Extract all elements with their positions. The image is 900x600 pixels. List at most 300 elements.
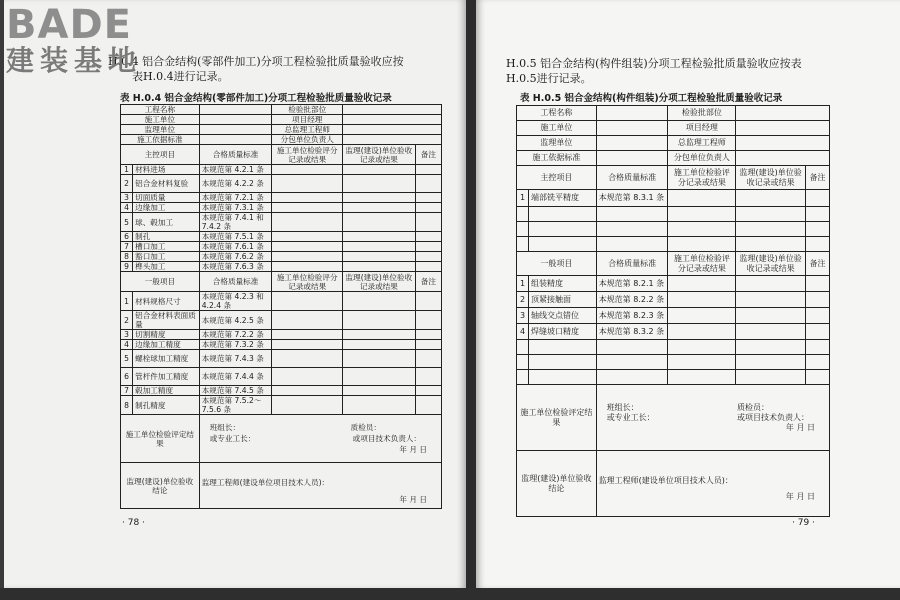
supervisor-result-cell[interactable] bbox=[343, 193, 416, 203]
team-leader-label: 班组长： bbox=[606, 402, 639, 412]
contractor-result-cell[interactable] bbox=[668, 207, 736, 222]
table-row bbox=[517, 190, 830, 207]
blank-number bbox=[517, 237, 529, 252]
supervisor-result-cell[interactable] bbox=[736, 340, 806, 355]
row-number: 8 bbox=[121, 396, 133, 415]
row-number: 6 bbox=[121, 232, 133, 242]
row-standard: 本规范第 7.3.1 条 bbox=[199, 203, 272, 213]
blank-item bbox=[528, 207, 596, 222]
logo-text: BADE bbox=[6, 2, 132, 48]
row-standard: 本规范第 4.2.5 条 bbox=[199, 311, 272, 330]
table-row bbox=[121, 115, 442, 125]
row-number: 5 bbox=[121, 350, 133, 368]
row-item: 组装精度 bbox=[528, 276, 596, 292]
row-item: 螺栓球加工精度 bbox=[133, 350, 200, 368]
header-label: 施工单位 bbox=[517, 121, 597, 136]
row-standard: 本规范第 7.2.1 条 bbox=[199, 193, 272, 203]
supervisor-result-cell[interactable] bbox=[343, 386, 416, 396]
row-item: 边缘加工精度 bbox=[133, 340, 200, 350]
remark-cell[interactable] bbox=[806, 340, 830, 355]
row-number: 7 bbox=[121, 386, 133, 396]
blank-standard bbox=[596, 370, 668, 385]
supervisor-result-cell[interactable] bbox=[343, 213, 416, 232]
remark-cell[interactable] bbox=[415, 193, 441, 203]
table-row bbox=[517, 252, 830, 276]
remark-cell[interactable] bbox=[806, 237, 830, 252]
tech-lead-label: 或项目技术负责人： bbox=[737, 412, 809, 422]
row-item: 管杆件加工精度 bbox=[133, 368, 200, 386]
blank-number bbox=[517, 340, 529, 355]
table-row bbox=[517, 166, 830, 190]
row-standard: 本规范第 7.6.2 条 bbox=[199, 252, 272, 262]
remark-cell[interactable] bbox=[806, 292, 830, 308]
header-label: 监理单位 bbox=[121, 125, 200, 135]
team-leader-label: 班组长： bbox=[209, 423, 241, 432]
row-number: 1 bbox=[517, 276, 529, 292]
left-table-caption: 表 H.0.4 铝合金结构(零部件加工)分项工程检验批质量验收记录 bbox=[120, 93, 392, 104]
contractor-result-cell[interactable] bbox=[668, 190, 736, 207]
right-page-number: · 79 · bbox=[792, 518, 815, 528]
left-intro bbox=[108, 54, 458, 84]
table-row bbox=[517, 355, 830, 370]
remark-cell[interactable] bbox=[806, 276, 830, 292]
row-item: 铝合金材料表面质量 bbox=[133, 311, 200, 330]
row-standard: 本规范第 8.3.1 条 bbox=[596, 190, 668, 207]
table-row bbox=[517, 340, 830, 355]
header-label: 施工依据标准 bbox=[517, 151, 597, 166]
remark-cell[interactable] bbox=[415, 292, 441, 311]
blank-item bbox=[528, 355, 596, 370]
blank-item bbox=[528, 370, 596, 385]
column-header: 合格质量标准 bbox=[596, 252, 668, 276]
remark-cell[interactable] bbox=[415, 252, 441, 262]
supervisor-result-cell[interactable] bbox=[343, 311, 416, 330]
row-standard: 本规范第 7.3.2 条 bbox=[199, 340, 272, 350]
row-standard: 本规范第 7.6.3 条 bbox=[199, 262, 272, 272]
header-label: 分包单位负责人 bbox=[272, 135, 343, 145]
blank-standard bbox=[596, 340, 668, 355]
contractor-result-cell[interactable] bbox=[272, 350, 343, 368]
contractor-result-cell[interactable] bbox=[668, 340, 736, 355]
row-standard: 本规范第 7.6.1 条 bbox=[199, 242, 272, 252]
row-number: 8 bbox=[121, 252, 133, 262]
row-number: 3 bbox=[121, 330, 133, 340]
column-header: 备注 bbox=[806, 166, 830, 190]
remark-cell[interactable] bbox=[806, 324, 830, 340]
table-row bbox=[517, 324, 830, 340]
bade-logo bbox=[6, 4, 142, 76]
column-header: 主控项目 bbox=[121, 145, 200, 165]
table-row bbox=[121, 252, 442, 262]
remark-cell[interactable] bbox=[415, 368, 441, 386]
column-header: 合格质量标准 bbox=[199, 145, 272, 165]
header-label: 检验批部位 bbox=[272, 105, 343, 115]
table-row bbox=[517, 136, 830, 151]
row-standard: 本规范第 8.2.2 条 bbox=[596, 292, 668, 308]
table-row bbox=[121, 203, 442, 213]
sign-date-1: 年 月 日 bbox=[399, 445, 427, 454]
column-header: 合格质量标准 bbox=[596, 166, 668, 190]
contractor-result-cell[interactable] bbox=[272, 232, 343, 242]
table-row bbox=[517, 385, 830, 451]
table-row bbox=[121, 175, 442, 193]
contractor-result-cell[interactable] bbox=[668, 308, 736, 324]
row-item: 毂加工精度 bbox=[133, 386, 200, 396]
contractor-result-cell[interactable] bbox=[668, 237, 736, 252]
row-number: 2 bbox=[517, 292, 529, 308]
contractor-result-cell[interactable] bbox=[272, 242, 343, 252]
signature-label: 施工单位检验评定结果 bbox=[121, 415, 200, 463]
header-label: 总监理工程师 bbox=[272, 125, 343, 135]
table-row bbox=[121, 125, 442, 135]
table-row bbox=[517, 370, 830, 385]
header-value[interactable] bbox=[199, 135, 272, 145]
contractor-result-cell[interactable] bbox=[272, 386, 343, 396]
row-number: 6 bbox=[121, 368, 133, 386]
header-label: 工程名称 bbox=[121, 105, 200, 115]
contractor-result-cell[interactable] bbox=[272, 203, 343, 213]
table-row bbox=[517, 292, 830, 308]
sign-date-2: 年 月 日 bbox=[399, 494, 427, 504]
remark-cell[interactable] bbox=[415, 386, 441, 396]
header-value[interactable] bbox=[736, 151, 830, 166]
table-row bbox=[121, 292, 442, 311]
blank-number bbox=[517, 355, 529, 370]
column-header: 备注 bbox=[415, 145, 441, 165]
remark-cell[interactable] bbox=[415, 232, 441, 242]
supervisor-signature-area[interactable] bbox=[596, 451, 829, 517]
blank-item bbox=[528, 340, 596, 355]
left-record-table bbox=[120, 104, 442, 509]
contractor-result-cell[interactable] bbox=[272, 396, 343, 415]
contractor-result-cell[interactable] bbox=[668, 222, 736, 237]
supervisor-signature-area[interactable] bbox=[199, 463, 441, 509]
column-header: 施工单位检验评分记录或结果 bbox=[668, 166, 736, 190]
column-header: 一般项目 bbox=[517, 252, 597, 276]
right-intro-line2: H.0.5进行记录。 bbox=[506, 72, 592, 85]
remark-cell[interactable] bbox=[415, 165, 441, 175]
contractor-result-cell[interactable] bbox=[272, 292, 343, 311]
row-number: 4 bbox=[121, 203, 133, 213]
contractor-result-cell[interactable] bbox=[668, 324, 736, 340]
contractor-signature-area[interactable] bbox=[199, 415, 441, 463]
contractor-result-cell[interactable] bbox=[272, 330, 343, 340]
table-row bbox=[121, 350, 442, 368]
supervisor-result-cell[interactable] bbox=[736, 292, 806, 308]
row-standard: 本规范第 4.2.2 条 bbox=[199, 175, 272, 193]
row-standard: 本规范第 8.2.3 条 bbox=[596, 308, 668, 324]
supervisor-result-cell[interactable] bbox=[736, 207, 806, 222]
table-row bbox=[121, 415, 442, 463]
remark-cell[interactable] bbox=[806, 370, 830, 385]
supervisor-result-cell[interactable] bbox=[343, 262, 416, 272]
header-value[interactable] bbox=[199, 105, 272, 115]
header-label: 施工依据标准 bbox=[121, 135, 200, 145]
row-standard: 本规范第 7.5.2～7.5.6 条 bbox=[199, 396, 272, 415]
header-label: 分包单位负责人 bbox=[668, 151, 736, 166]
sign-date-2: 年 月 日 bbox=[785, 491, 815, 501]
remark-cell[interactable] bbox=[806, 190, 830, 207]
remark-cell[interactable] bbox=[415, 311, 441, 330]
row-number: 2 bbox=[121, 311, 133, 330]
blank-standard bbox=[596, 222, 668, 237]
row-item: 材料规格尺寸 bbox=[133, 292, 200, 311]
contractor-result-cell[interactable] bbox=[272, 175, 343, 193]
row-item: 材料进场 bbox=[133, 165, 200, 175]
row-standard: 本规范第 4.2.1 条 bbox=[199, 165, 272, 175]
column-header: 监理(建设)单位验收记录或结果 bbox=[736, 166, 806, 190]
column-header: 施工单位检验评分记录或结果 bbox=[272, 145, 343, 165]
supervisor-result-cell[interactable] bbox=[343, 232, 416, 242]
row-item: 铝合金材料复验 bbox=[133, 175, 200, 193]
header-value[interactable] bbox=[343, 105, 442, 115]
blank-item bbox=[528, 237, 596, 252]
supervisor-result-cell[interactable] bbox=[343, 203, 416, 213]
remark-cell[interactable] bbox=[806, 222, 830, 237]
row-item: 制孔 bbox=[133, 232, 200, 242]
header-label: 检验批部位 bbox=[668, 106, 736, 121]
supervisor-result-cell[interactable] bbox=[736, 355, 806, 370]
blank-number bbox=[517, 222, 529, 237]
row-item: 端部铣平精度 bbox=[528, 190, 596, 207]
header-label: 工程名称 bbox=[517, 106, 597, 121]
header-value[interactable] bbox=[199, 125, 272, 135]
table-row bbox=[121, 242, 442, 252]
contractor-result-cell[interactable] bbox=[668, 355, 736, 370]
supervisor-result-cell[interactable] bbox=[343, 165, 416, 175]
row-item: 切割精度 bbox=[133, 330, 200, 340]
book-gutter bbox=[466, 0, 476, 600]
row-standard: 本规范第 7.4.1 和 7.4.2 条 bbox=[199, 213, 272, 232]
remark-cell[interactable] bbox=[415, 242, 441, 252]
row-number: 9 bbox=[121, 262, 133, 272]
supervisor-result-cell[interactable] bbox=[343, 368, 416, 386]
header-value[interactable] bbox=[736, 121, 830, 136]
row-item: 榫头加工 bbox=[133, 262, 200, 272]
blank-standard bbox=[596, 237, 668, 252]
row-item: 边缘加工 bbox=[133, 203, 200, 213]
remark-cell[interactable] bbox=[415, 350, 441, 368]
header-label: 总监理工程师 bbox=[668, 136, 736, 151]
table-row bbox=[121, 213, 442, 232]
column-header: 备注 bbox=[806, 252, 830, 276]
blank-number bbox=[517, 370, 529, 385]
table-row bbox=[517, 151, 830, 166]
remark-cell[interactable] bbox=[415, 340, 441, 350]
table-row bbox=[121, 193, 442, 203]
header-value[interactable] bbox=[199, 115, 272, 125]
header-value[interactable] bbox=[596, 106, 668, 121]
signature-label: 监理(建设)单位验收结论 bbox=[517, 451, 597, 517]
contractor-result-cell[interactable] bbox=[272, 262, 343, 272]
header-label: 监理单位 bbox=[517, 136, 597, 151]
right-page bbox=[476, 0, 900, 588]
row-number: 2 bbox=[121, 175, 133, 193]
header-value[interactable] bbox=[736, 106, 830, 121]
contractor-result-cell[interactable] bbox=[272, 340, 343, 350]
engineer-label: 监理工程师(建设单位项目技术人员)： bbox=[201, 477, 330, 487]
supervisor-result-cell[interactable] bbox=[343, 175, 416, 193]
header-value[interactable] bbox=[343, 115, 442, 125]
row-item: 豁口加工 bbox=[133, 252, 200, 262]
signature-label: 施工单位检验评定结果 bbox=[517, 385, 597, 451]
remark-cell[interactable] bbox=[806, 207, 830, 222]
contractor-result-cell[interactable] bbox=[272, 311, 343, 330]
contractor-result-cell[interactable] bbox=[272, 165, 343, 175]
table-row bbox=[121, 463, 442, 509]
inspector-label: 质检员： bbox=[737, 402, 769, 412]
column-header: 合格质量标准 bbox=[199, 272, 272, 292]
supervisor-result-cell[interactable] bbox=[736, 370, 806, 385]
remark-cell[interactable] bbox=[415, 396, 441, 415]
header-label: 项目经理 bbox=[668, 121, 736, 136]
table-row bbox=[517, 276, 830, 292]
column-header: 主控项目 bbox=[517, 166, 597, 190]
table-row bbox=[121, 232, 442, 242]
remark-cell[interactable] bbox=[415, 330, 441, 340]
row-number: 4 bbox=[517, 324, 529, 340]
table-row bbox=[517, 451, 830, 517]
supervisor-result-cell[interactable] bbox=[736, 190, 806, 207]
row-number: 3 bbox=[121, 193, 133, 203]
supervisor-result-cell[interactable] bbox=[736, 222, 806, 237]
row-item: 切面质量 bbox=[133, 193, 200, 203]
header-value[interactable] bbox=[596, 151, 668, 166]
supervisor-result-cell[interactable] bbox=[736, 276, 806, 292]
table-row bbox=[121, 330, 442, 340]
contractor-result-cell[interactable] bbox=[272, 213, 343, 232]
table-row bbox=[121, 396, 442, 415]
row-standard: 本规范第 7.5.1 条 bbox=[199, 232, 272, 242]
table-row bbox=[517, 308, 830, 324]
supervisor-result-cell[interactable] bbox=[343, 330, 416, 340]
left-intro-line1: H.0.4 铝合金结构(零部件加工)分项工程检验批质量验收应按 bbox=[108, 55, 404, 68]
table-row bbox=[121, 311, 442, 330]
table-row bbox=[121, 145, 442, 165]
row-item: 焊缝坡口精度 bbox=[528, 324, 596, 340]
row-number: 1 bbox=[517, 190, 529, 207]
engineer-label: 监理工程师(建设单位项目技术人员)： bbox=[598, 475, 733, 485]
contractor-result-cell[interactable] bbox=[668, 370, 736, 385]
left-intro-line2: 表H.0.4进行记录。 bbox=[132, 70, 229, 83]
column-header: 备注 bbox=[415, 272, 441, 292]
supervisor-result-cell[interactable] bbox=[343, 252, 416, 262]
contractor-result-cell[interactable] bbox=[668, 276, 736, 292]
foreman-label: 或专业工长： bbox=[209, 434, 256, 443]
remark-cell[interactable] bbox=[415, 213, 441, 232]
row-number: 1 bbox=[121, 165, 133, 175]
table-row bbox=[121, 105, 442, 115]
header-value[interactable] bbox=[343, 125, 442, 135]
table-row bbox=[121, 272, 442, 292]
row-standard: 本规范第 4.2.3 和 4.2.4 条 bbox=[199, 292, 272, 311]
right-intro bbox=[506, 56, 876, 86]
left-page-number: · 78 · bbox=[122, 518, 145, 528]
supervisor-result-cell[interactable] bbox=[736, 308, 806, 324]
right-table-caption: 表 H.0.5 铝合金结构(构件组装)分项工程检验批质量验收记录 bbox=[520, 93, 783, 104]
supervisor-result-cell[interactable] bbox=[736, 237, 806, 252]
right-record-table bbox=[516, 105, 830, 517]
row-standard: 本规范第 7.4.3 条 bbox=[199, 350, 272, 368]
row-number: 3 bbox=[517, 308, 529, 324]
supervisor-result-cell[interactable] bbox=[343, 396, 416, 415]
blank-standard bbox=[596, 207, 668, 222]
row-standard: 本规范第 7.4.5 条 bbox=[199, 386, 272, 396]
column-header: 监理(建设)单位验收记录或结果 bbox=[343, 145, 416, 165]
header-value[interactable] bbox=[343, 135, 442, 145]
remark-cell[interactable] bbox=[806, 355, 830, 370]
header-value[interactable] bbox=[596, 121, 668, 136]
foreman-label: 或专业工长： bbox=[606, 412, 655, 422]
header-value[interactable] bbox=[596, 136, 668, 151]
row-item: 制孔精度 bbox=[133, 396, 200, 415]
row-item: 顶紧接触面 bbox=[528, 292, 596, 308]
table-row bbox=[121, 368, 442, 386]
remark-cell[interactable] bbox=[806, 308, 830, 324]
row-standard: 本规范第 8.3.2 条 bbox=[596, 324, 668, 340]
sign-date-1: 年 月 日 bbox=[785, 422, 815, 432]
column-header: 监理(建设)单位验收记录或结果 bbox=[736, 252, 806, 276]
blank-number bbox=[517, 207, 529, 222]
contractor-signature-area[interactable] bbox=[596, 385, 829, 451]
supervisor-result-cell[interactable] bbox=[343, 292, 416, 311]
row-item: 槽口加工 bbox=[133, 242, 200, 252]
logo-subtext: 建装基地 bbox=[6, 44, 143, 77]
contractor-result-cell[interactable] bbox=[668, 292, 736, 308]
remark-cell[interactable] bbox=[415, 262, 441, 272]
row-number: 7 bbox=[121, 242, 133, 252]
blank-item bbox=[528, 222, 596, 237]
table-row bbox=[517, 121, 830, 136]
table-row bbox=[517, 237, 830, 252]
signature-label: 监理(建设)单位验收结论 bbox=[121, 463, 200, 509]
table-row bbox=[517, 207, 830, 222]
row-standard: 本规范第 7.4.4 条 bbox=[199, 368, 272, 386]
row-number: 5 bbox=[121, 213, 133, 232]
contractor-result-cell[interactable] bbox=[272, 368, 343, 386]
table-row bbox=[121, 165, 442, 175]
row-standard: 本规范第 7.2.2 条 bbox=[199, 330, 272, 340]
supervisor-result-cell[interactable] bbox=[736, 324, 806, 340]
contractor-result-cell[interactable] bbox=[272, 252, 343, 262]
left-page bbox=[4, 0, 466, 588]
table-row bbox=[121, 135, 442, 145]
table-row bbox=[517, 106, 830, 121]
tech-lead-label: 或项目技术负责人： bbox=[352, 434, 421, 443]
row-standard: 本规范第 8.2.1 条 bbox=[596, 276, 668, 292]
header-value[interactable] bbox=[736, 136, 830, 151]
column-header: 监理(建设)单位验收记录或结果 bbox=[343, 272, 416, 292]
column-header: 一般项目 bbox=[121, 272, 200, 292]
supervisor-result-cell[interactable] bbox=[343, 340, 416, 350]
table-row bbox=[121, 340, 442, 350]
contractor-result-cell[interactable] bbox=[272, 193, 343, 203]
row-item: 轴线交点错位 bbox=[528, 308, 596, 324]
remark-cell[interactable] bbox=[415, 203, 441, 213]
book-bottom-shadow bbox=[0, 588, 900, 600]
supervisor-result-cell[interactable] bbox=[343, 350, 416, 368]
table-row bbox=[121, 386, 442, 396]
header-label: 项目经理 bbox=[272, 115, 343, 125]
row-number: 4 bbox=[121, 340, 133, 350]
column-header: 施工单位检验评分记录或结果 bbox=[668, 252, 736, 276]
right-intro-line1: H.0.5 铝合金结构(构件组装)分项工程检验批质量验收应按表 bbox=[506, 57, 802, 70]
column-header: 施工单位检验评分记录或结果 bbox=[272, 272, 343, 292]
row-item: 球、毂加工 bbox=[133, 213, 200, 232]
supervisor-result-cell[interactable] bbox=[343, 242, 416, 252]
blank-standard bbox=[596, 355, 668, 370]
remark-cell[interactable] bbox=[415, 175, 441, 193]
